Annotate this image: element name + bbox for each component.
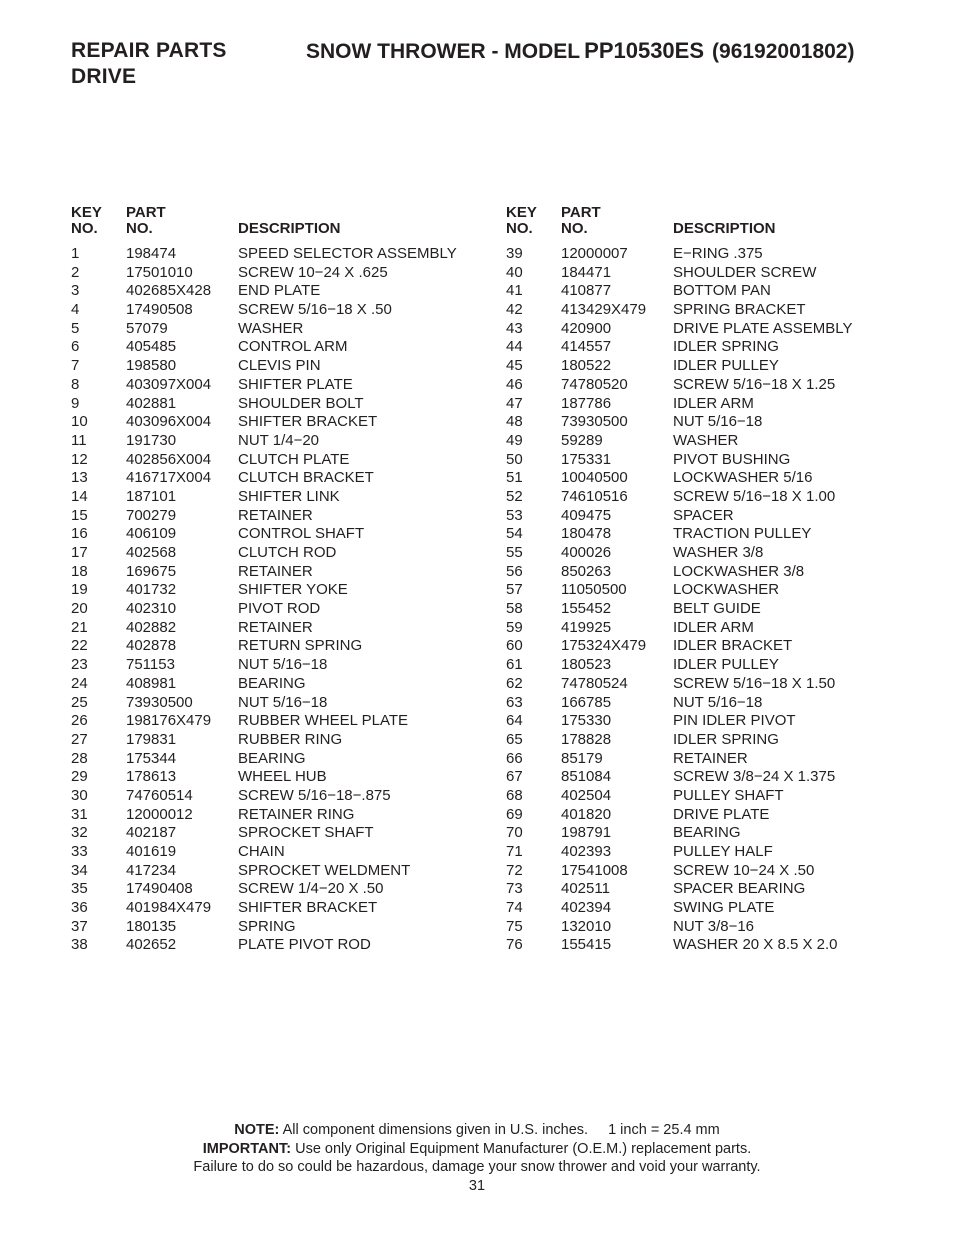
part-no-cell: 413429X479 (561, 301, 647, 319)
part-no-cell: 180522 (561, 357, 612, 375)
note-label: NOTE: (234, 1122, 280, 1138)
description-cell: SPROCKET WELDMENT (238, 861, 411, 879)
part-no-cell: 198580 (126, 357, 177, 375)
part-no-cell: 402393 (561, 843, 612, 860)
description-cell: DRIVE PLATE (673, 805, 770, 823)
part-no-cell: 169675 (126, 562, 177, 580)
description-cell: RUBBER WHEEL PLATE (238, 712, 409, 730)
part-no-cell: 402187 (126, 824, 177, 842)
key-no-cell: 42 (506, 301, 523, 319)
part-no-cell: 402504 (561, 786, 612, 804)
description-cell: RETAINER RING (238, 805, 355, 823)
part-no-cell: 85179 (561, 749, 603, 767)
description-cell: RETAINER (238, 506, 313, 524)
key-no-cell: 2 (71, 263, 80, 281)
part-no-cell: 402394 (561, 899, 612, 917)
key-no-cell: 9 (71, 394, 80, 412)
model-code: (96192001802) (712, 40, 855, 63)
key-no-cell: 26 (71, 712, 88, 730)
key-no-cell: 70 (506, 824, 523, 842)
part-no-header (561, 205, 601, 237)
description-cell: SPACER (673, 506, 734, 524)
part-no-cell: 401732 (126, 581, 177, 599)
description-cell: CHAIN (238, 843, 285, 860)
key-no-cell: 35 (71, 880, 88, 898)
description-cell: SPEED SELECTOR ASSEMBLY (238, 245, 457, 262)
key-no-cell: 66 (506, 749, 523, 767)
part-header-line2: NO. (561, 220, 588, 237)
description-cell: LOCKWASHER 5/16 (673, 469, 813, 487)
part-header-line2: NO. (126, 220, 153, 237)
key-no-cell: 19 (71, 581, 88, 599)
key-no-cell: 65 (506, 730, 523, 748)
part-no-cell: 180523 (561, 656, 612, 674)
key-header-line2: NO. (71, 220, 98, 237)
key-no-cell: 34 (71, 861, 88, 879)
key-no-cell: 56 (506, 562, 523, 580)
part-no-cell: 57079 (126, 319, 168, 337)
description-cell: IDLER SPRING (673, 338, 779, 356)
description-cell: WASHER (673, 431, 739, 449)
key-no-cell: 23 (71, 656, 88, 674)
part-no-cell: 406109 (126, 525, 177, 543)
important-label: IMPORTANT: (202, 1140, 292, 1157)
key-no-cell: 40 (506, 263, 523, 281)
key-no-cell: 62 (506, 674, 523, 692)
part-no-cell: 187786 (561, 394, 612, 412)
key-no-header (71, 205, 102, 237)
description-cell: LOCKWASHER (673, 581, 780, 599)
part-no-cell: 74760514 (126, 786, 193, 804)
part-no-cell: 10040500 (561, 469, 628, 487)
part-no-cell: 17501010 (126, 263, 193, 281)
key-no-cell: 69 (506, 805, 523, 823)
key-no-cell: 8 (71, 375, 80, 393)
key-no-cell: 71 (506, 843, 523, 860)
part-no-cell: 59289 (561, 431, 603, 449)
part-no-cell: 198176X479 (126, 712, 212, 730)
description-cell: SCREW 3/8−24 X 1.375 (673, 768, 836, 786)
part-no-cell: 416717X004 (126, 469, 212, 487)
key-header-line2: NO. (506, 220, 533, 237)
key-no-cell: 39 (506, 245, 523, 262)
part-no-cell: 403096X004 (126, 413, 212, 431)
part-no-cell: 408981 (126, 674, 177, 692)
description-cell: DRIVE PLATE ASSEMBLY (673, 319, 853, 337)
page-title (71, 38, 227, 90)
part-no-cell: 402878 (126, 637, 177, 655)
key-no-cell: 7 (71, 357, 80, 375)
description-cell: BEARING (673, 824, 741, 842)
description-cell: SPRING BRACKET (673, 301, 806, 319)
part-no-cell: 179831 (126, 730, 177, 748)
part-no-cell: 402568 (126, 544, 177, 561)
key-no-cell: 64 (506, 712, 523, 730)
part-no-cell: 17490508 (126, 301, 193, 319)
part-no-cell: 402652 (126, 936, 177, 954)
key-no-cell: 67 (506, 768, 523, 786)
key-no-cell: 15 (71, 506, 88, 524)
key-no-cell: 60 (506, 637, 523, 655)
subsection-title: DRIVE (71, 65, 137, 88)
description-cell: SPACER BEARING (673, 880, 806, 898)
footer-notes (0, 1121, 954, 1195)
key-no-cell: 5 (71, 319, 80, 337)
description-cell: IDLER PULLEY (673, 656, 779, 674)
key-no-cell: 22 (71, 637, 88, 655)
key-no-cell: 11 (71, 431, 87, 449)
key-no-cell: 30 (71, 786, 88, 804)
description-header: DESCRIPTION (238, 220, 341, 237)
part-no-cell: 17490408 (126, 880, 193, 898)
description-cell: PIVOT BUSHING (673, 450, 791, 468)
description-cell: END PLATE (238, 282, 321, 300)
description-header: DESCRIPTION (673, 220, 776, 237)
key-no-cell: 13 (71, 469, 88, 487)
part-no-cell: 74780520 (561, 375, 628, 393)
part-no-cell: 73930500 (126, 693, 193, 711)
description-cell: SPRING (238, 917, 296, 935)
part-no-cell: 751153 (126, 656, 175, 674)
description-cell: SCREW 1/4−20 X .50 (238, 880, 384, 898)
key-no-cell: 10 (71, 413, 88, 431)
key-no-cell: 33 (71, 843, 88, 860)
key-no-cell: 36 (71, 899, 88, 917)
key-no-cell: 29 (71, 768, 88, 786)
part-no-cell: 419925 (561, 618, 612, 636)
part-no-cell: 180135 (126, 917, 177, 935)
key-no-cell: 16 (71, 525, 88, 543)
key-no-cell: 32 (71, 824, 88, 842)
description-cell: SCREW 10−24 X .625 (238, 263, 388, 281)
description-cell: SCREW 10−24 X .50 (673, 861, 815, 879)
part-no-cell: 410877 (561, 282, 612, 300)
description-cell: SHIFTER BRACKET (238, 413, 378, 431)
key-no-header (506, 205, 537, 237)
description-cell: RETAINER (673, 749, 748, 767)
part-no-cell: 700279 (126, 506, 177, 524)
key-no-cell: 14 (71, 487, 88, 505)
description-cell: NUT 3/8−16 (673, 917, 755, 935)
model-number: PP10530ES (584, 38, 705, 63)
part-no-cell: 166785 (561, 693, 612, 711)
key-no-cell: 47 (506, 394, 523, 412)
description-cell: CLEVIS PIN (238, 357, 321, 375)
part-no-cell: 409475 (561, 506, 612, 524)
key-no-cell: 49 (506, 431, 523, 449)
key-no-cell: 46 (506, 375, 523, 393)
description-cell: PLATE PIVOT ROD (238, 936, 371, 954)
key-no-cell: 24 (71, 674, 88, 692)
note-text: All component dimensions given in U.S. inches. (282, 1122, 589, 1138)
description-cell: SPROCKET SHAFT (238, 824, 374, 842)
key-no-cell: 41 (506, 282, 523, 300)
description-cell: WASHER (238, 319, 304, 337)
part-no-cell: 402856X004 (126, 450, 212, 468)
key-no-cell: 48 (506, 413, 523, 431)
key-no-cell: 43 (506, 319, 523, 337)
description-cell: CONTROL SHAFT (238, 525, 365, 543)
description-cell: NUT 1/4−20 (238, 431, 320, 449)
description-cell: CONTROL ARM (238, 338, 348, 356)
key-no-cell: 27 (71, 730, 88, 748)
key-no-cell: 51 (506, 469, 523, 487)
part-no-cell: 402685X428 (126, 282, 212, 300)
product-prefix: SNOW THROWER - MODEL (306, 40, 581, 63)
part-header-line1: PART (126, 204, 166, 221)
part-no-cell: 178613 (126, 768, 177, 786)
key-no-cell: 53 (506, 506, 523, 524)
warning-text: Failure to do so could be hazardous, damage your snow thrower and void your warranty. (193, 1159, 761, 1175)
key-no-cell: 38 (71, 936, 88, 954)
description-cell: WASHER 3/8 (673, 544, 764, 561)
description-cell: E−RING .375 (673, 245, 763, 262)
part-no-cell: 180478 (561, 525, 612, 543)
key-no-cell: 57 (506, 581, 523, 599)
key-no-cell: 20 (71, 600, 88, 618)
description-cell: IDLER ARM (673, 394, 754, 412)
description-cell: SCREW 5/16−18 X 1.00 (673, 487, 836, 505)
key-no-cell: 74 (506, 899, 523, 917)
key-no-cell: 68 (506, 786, 523, 804)
model-header (306, 38, 854, 65)
note-line (0, 1121, 954, 1140)
description-cell: NUT 5/16−18 (673, 693, 763, 711)
part-no-cell: 402511 (561, 880, 610, 898)
description-cell: IDLER ARM (673, 618, 754, 636)
description-cell: CLUTCH PLATE (238, 450, 350, 468)
part-no-cell: 402882 (126, 618, 177, 636)
key-no-cell: 75 (506, 917, 523, 935)
description-cell: SCREW 5/16−18 X .50 (238, 301, 392, 319)
key-no-cell: 63 (506, 693, 523, 711)
conversion-text: 1 inch = 25.4 mm (608, 1122, 720, 1138)
key-header-line1: KEY (506, 204, 537, 221)
description-cell: PULLEY SHAFT (673, 786, 784, 804)
description-cell: PIVOT ROD (238, 600, 321, 618)
description-cell: PULLEY HALF (673, 843, 773, 860)
description-cell: SHIFTER YOKE (238, 581, 348, 599)
key-no-cell: 52 (506, 487, 523, 505)
description-cell: LOCKWASHER 3/8 (673, 562, 805, 580)
section-title: REPAIR PARTS (71, 39, 227, 62)
part-no-cell: 405485 (126, 338, 177, 356)
key-no-cell: 72 (506, 861, 523, 879)
description-cell: CLUTCH ROD (238, 544, 337, 561)
description-cell: SCREW 5/16−18−.875 (238, 786, 391, 804)
part-no-cell: 420900 (561, 319, 612, 337)
part-no-cell: 74610516 (561, 487, 628, 505)
important-text: Use only Original Equipment Manufacturer (O.E.M.) replacement parts. (295, 1140, 752, 1157)
description-cell: PIN IDLER PIVOT (673, 712, 796, 730)
description-cell: NUT 5/16−18 (673, 413, 763, 431)
description-cell: NUT 5/16−18 (238, 693, 328, 711)
part-no-cell: 175330 (561, 712, 612, 730)
description-cell: BOTTOM PAN (673, 282, 771, 300)
description-cell: TRACTION PULLEY (673, 525, 812, 543)
description-cell: CLUTCH BRACKET (238, 469, 374, 487)
part-no-cell: 12000012 (126, 805, 193, 823)
description-cell: RETURN SPRING (238, 637, 363, 655)
key-no-cell: 28 (71, 749, 88, 767)
description-cell: SHOULDER SCREW (673, 263, 817, 281)
description-cell: SHIFTER BRACKET (238, 899, 378, 917)
part-no-cell: 402881 (126, 394, 177, 412)
key-no-cell: 21 (71, 618, 88, 636)
part-no-cell: 414557 (561, 338, 612, 356)
part-no-cell: 198791 (561, 824, 612, 842)
key-no-cell: 45 (506, 357, 523, 375)
part-no-cell: 155415 (561, 936, 612, 954)
key-no-cell: 3 (71, 282, 80, 300)
key-no-cell: 37 (71, 917, 88, 935)
description-cell: SCREW 5/16−18 X 1.25 (673, 375, 836, 393)
part-no-cell: 417234 (126, 861, 177, 879)
part-no-cell: 12000007 (561, 245, 628, 262)
part-no-cell: 851084 (561, 768, 612, 786)
part-header-line1: PART (561, 204, 601, 221)
page-number: 31 (468, 1177, 486, 1194)
part-no-cell: 401984X479 (126, 899, 212, 917)
part-no-cell: 403097X004 (126, 375, 212, 393)
key-no-cell: 76 (506, 936, 523, 954)
key-no-cell: 61 (506, 656, 523, 674)
part-no-cell: 187101 (126, 487, 177, 505)
key-no-cell: 17 (71, 544, 88, 561)
key-no-cell: 31 (71, 805, 88, 823)
part-no-cell: 400026 (561, 544, 612, 561)
key-no-cell: 73 (506, 880, 523, 898)
part-no-header (126, 205, 166, 237)
part-no-cell: 401619 (126, 843, 177, 860)
part-no-cell: 184471 (561, 263, 612, 281)
description-cell: NUT 5/16−18 (238, 656, 328, 674)
part-no-cell: 17541008 (561, 861, 628, 879)
part-no-cell: 850263 (561, 562, 612, 580)
part-no-cell: 402310 (126, 600, 177, 618)
description-cell: SHIFTER PLATE (238, 375, 353, 393)
part-no-cell: 198474 (126, 245, 177, 262)
part-no-cell: 132010 (561, 917, 612, 935)
description-cell: BEARING (238, 674, 306, 692)
part-no-cell: 178828 (561, 730, 612, 748)
description-cell: IDLER PULLEY (673, 357, 779, 375)
description-cell: RETAINER (238, 562, 313, 580)
description-cell: SCREW 5/16−18 X 1.50 (673, 674, 836, 692)
key-no-cell: 6 (71, 338, 80, 356)
description-cell: BELT GUIDE (673, 600, 761, 618)
key-no-cell: 44 (506, 338, 523, 356)
key-no-cell: 1 (71, 245, 80, 262)
description-cell: IDLER BRACKET (673, 637, 793, 655)
key-no-cell: 59 (506, 618, 523, 636)
key-no-cell: 54 (506, 525, 523, 543)
part-no-cell: 155452 (561, 600, 612, 618)
key-no-cell: 50 (506, 450, 523, 468)
description-cell: RETAINER (238, 618, 313, 636)
key-no-cell: 12 (71, 450, 88, 468)
part-no-cell: 73930500 (561, 413, 628, 431)
key-no-cell: 55 (506, 544, 523, 561)
part-no-cell: 175331 (561, 450, 612, 468)
key-no-cell: 18 (71, 562, 88, 580)
key-no-cell: 58 (506, 600, 523, 618)
important-line (0, 1140, 954, 1159)
part-no-cell: 11050500 (561, 581, 627, 599)
part-no-cell: 191730 (126, 431, 177, 449)
description-cell: SHIFTER LINK (238, 487, 340, 505)
key-header-line1: KEY (71, 204, 102, 221)
part-no-cell: 175324X479 (561, 637, 647, 655)
description-cell: IDLER SPRING (673, 730, 779, 748)
description-cell: WHEEL HUB (238, 768, 327, 786)
description-cell: SWING PLATE (673, 899, 775, 917)
key-no-cell: 25 (71, 693, 88, 711)
part-no-cell: 74780524 (561, 674, 628, 692)
description-cell: SHOULDER BOLT (238, 394, 364, 412)
description-cell: BEARING (238, 749, 306, 767)
description-cell: RUBBER RING (238, 730, 343, 748)
description-cell: WASHER 20 X 8.5 X 2.0 (673, 936, 838, 954)
part-no-cell: 401820 (561, 805, 612, 823)
part-no-cell: 175344 (126, 749, 177, 767)
key-no-cell: 4 (71, 301, 80, 319)
